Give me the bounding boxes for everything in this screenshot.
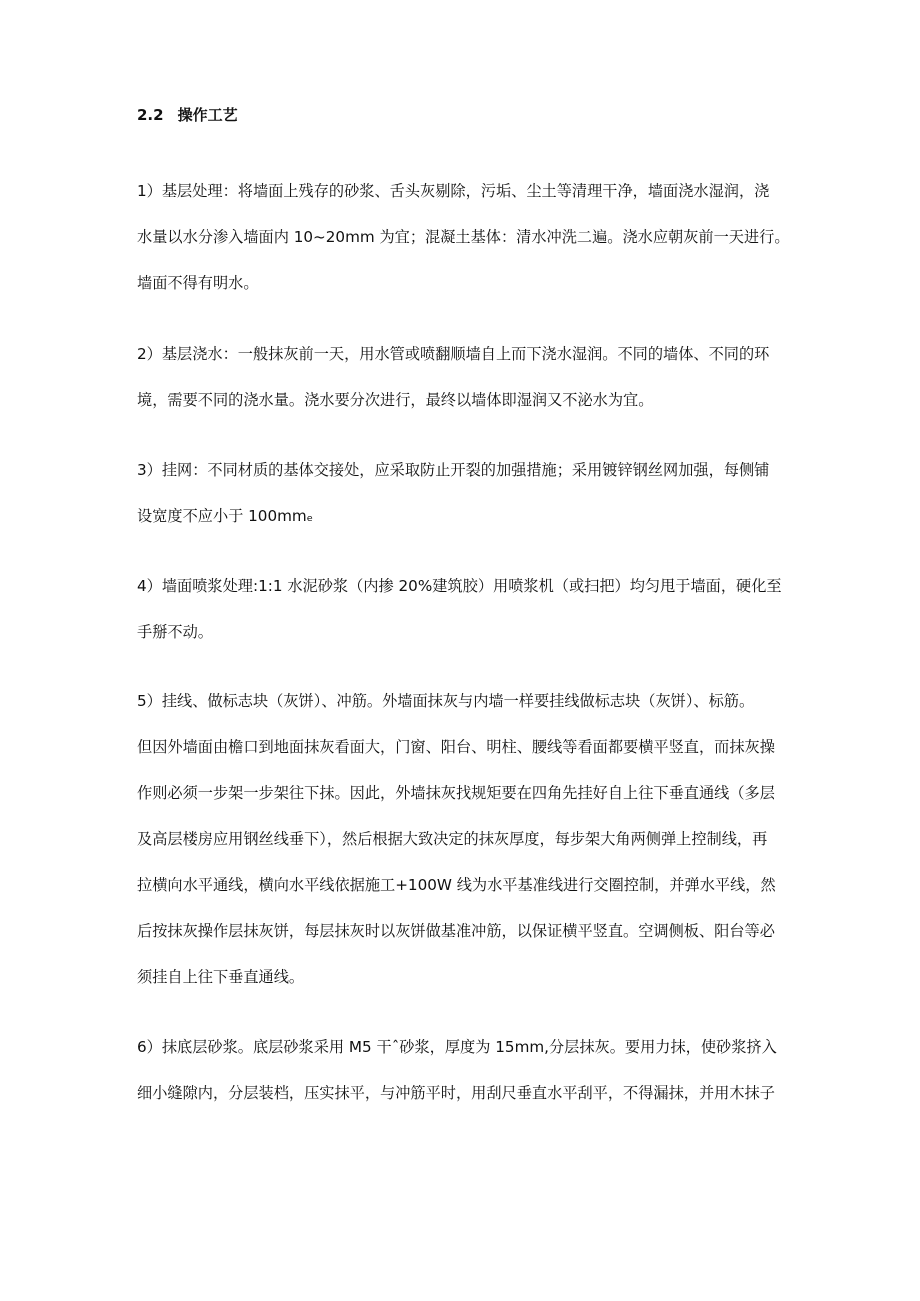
- paragraph-line: 墙面不得有明水。: [137, 274, 259, 292]
- paragraph-2: [137, 331, 792, 423]
- paragraph-line: 1）基层处理：将墙面上残存的砂浆、舌头灰剔除，污垢、尘土等清理干净，墙面浇水湿润，浇: [137, 182, 770, 200]
- paragraph-line: 3）挂网：不同材质的基体交接处，应采取防止开裂的加强措施；采用镀锌钢丝网加强，每侧铺: [137, 461, 770, 479]
- paragraph-line: 后按抹灰操作层抹灰饼，每层抹灰时以灰饼做基准冲筋，以保证横平竖直。空调侧板、阳台等必: [137, 922, 775, 940]
- paragraph-line: 设宽度不应小于 100mmₑ: [137, 507, 314, 525]
- paragraph-line: 水量以水分渗入墙面内 10~20mm 为宜；混凝土基体：清水冲洗二遍。浇水应朝灰前一天进行。: [137, 228, 790, 246]
- paragraph-line: 但因外墙面由檐口到地面抹灰看面大，门窗、阳台、明柱、腰线等看面都要横平竖直，而抹灰操: [137, 738, 775, 756]
- paragraph-line: 及高层楼房应用钢丝线垂下），然后根据大致决定的抹灰厚度，每步架大角两侧弹上控制线，再: [137, 830, 768, 848]
- paragraph-line: 5）挂线、做标志块（灰饼）、冲筋。外墙面抹灰与内墙一样要挂线做标志块（灰饼）、标筋。: [137, 692, 755, 710]
- paragraph-6: [137, 1024, 792, 1116]
- paragraph-1: [137, 168, 792, 306]
- paragraph-line: 手掰不动。: [137, 623, 213, 641]
- paragraph-line: 2）基层浇水：一般抹灰前一天，用水管或喷翻顺墙自上而下浇水湿润。不同的墙体、不同的环: [137, 345, 770, 363]
- paragraph-line: 拉横向水平通线，横向水平线依据施工+100W 线为水平基准线进行交圈控制，并弹水平线，然: [137, 876, 776, 894]
- section-heading: [137, 104, 238, 126]
- paragraph-line: 境，需要不同的浇水量。浇水要分次进行，最终以墙体即湿润又不泌水为宜。: [137, 391, 654, 409]
- paragraph-line: 作则必须一步架一步架往下抹。因此，外墙抹灰找规矩要在四角先挂好自上往下垂直通线（多层: [137, 784, 775, 802]
- paragraph-line: 6）抹底层砂浆。底层砂浆采用 M5 干ˆ砂浆，厚度为 15mm,分层抹灰。要用力抹，使砂浆挤入: [137, 1038, 777, 1056]
- section-title: 操作工艺: [177, 106, 238, 124]
- paragraph-4: [137, 563, 792, 655]
- section-number: 2.2: [137, 106, 164, 124]
- paragraph-3: [137, 447, 792, 539]
- paragraph-line: 细小缝隙内，分层装档，压实抹平，与冲筋平时，用刮尺垂直水平刮平，不得漏抹，并用木抹子: [137, 1084, 775, 1102]
- paragraph-line: 4）墙面喷浆处理:1:1 水泥砂浆（内掺 20%建筑胶）用喷浆机（或扫把）均匀甩于墙面，硬化至: [137, 577, 782, 595]
- paragraph-5: [137, 678, 792, 1000]
- paragraph-line: 须挂自上往下垂直通线。: [137, 968, 305, 986]
